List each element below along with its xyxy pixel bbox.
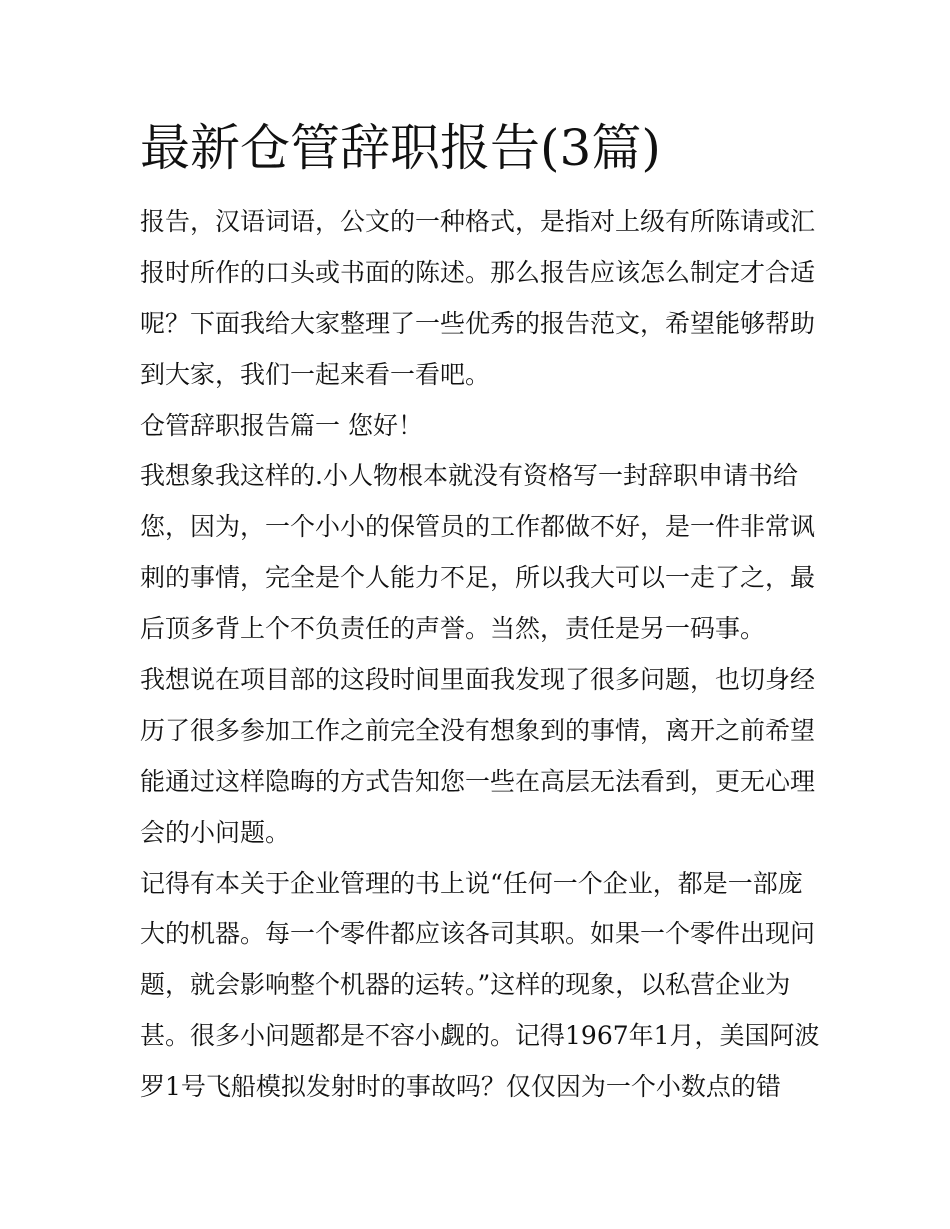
section-heading-line: 仓管辞职报告篇一 您好！: [140, 410, 423, 440]
document-title: 最新仓管辞职报告(3篇): [140, 119, 661, 177]
paragraph-line: 记得有本关于企业管理的书上说“任何一个企业，都是一部庞: [140, 868, 803, 898]
paragraph-line: 我想象我这样的.小人物根本就没有资格写一封辞职申请书给: [140, 461, 798, 491]
paragraph-line: 呢？下面我给大家整理了一些优秀的报告范文，希望能够帮助: [140, 308, 816, 338]
document-body: [140, 200, 820, 1116]
paragraph-line: 能通过这样隐晦的方式告知您一些在高层无法看到，更无心理: [140, 766, 816, 796]
paragraph-line: 刺的事情，完全是个人能力不足，所以我大可以一走了之，最: [140, 563, 816, 593]
paragraph-line: 您，因为，一个小小的保管员的工作都做不好，是一件非常讽: [140, 512, 816, 542]
paragraph-line: 题，就会影响整个机器的运转。”这样的现象，以私营企业为: [140, 970, 791, 1000]
paragraph-line: 到大家，我们一起来看一看吧。: [140, 359, 491, 389]
paragraph-line: 报告，汉语词语，公文的一种格式，是指对上级有所陈请或汇: [140, 207, 816, 236]
paragraph-line: 后顶多背上个不负责任的声誉。当然，责任是另一码事。: [140, 614, 766, 644]
paragraph-line: 我想说在项目部的这段时间里面我发现了很多问题，也切身经: [140, 665, 816, 695]
paragraph-line: 罗1号飞船模拟发射时的事故吗？仅仅因为一个小数点的错: [140, 1072, 781, 1102]
paragraph-line: 历了很多参加工作之前完全没有想象到的事情，离开之前希望: [140, 715, 816, 745]
paragraph-line: 会的小问题。: [140, 817, 291, 847]
paragraph-line: 报时所作的口头或书面的陈述。那么报告应该怎么制定才合适: [140, 257, 816, 287]
paragraph-line: 甚。很多小问题都是不容小觑的。记得1967年1月，美国阿波: [140, 1021, 820, 1051]
paragraph-line: 大的机器。每一个零件都应该各司其职。如果一个零件出现问: [140, 919, 816, 949]
